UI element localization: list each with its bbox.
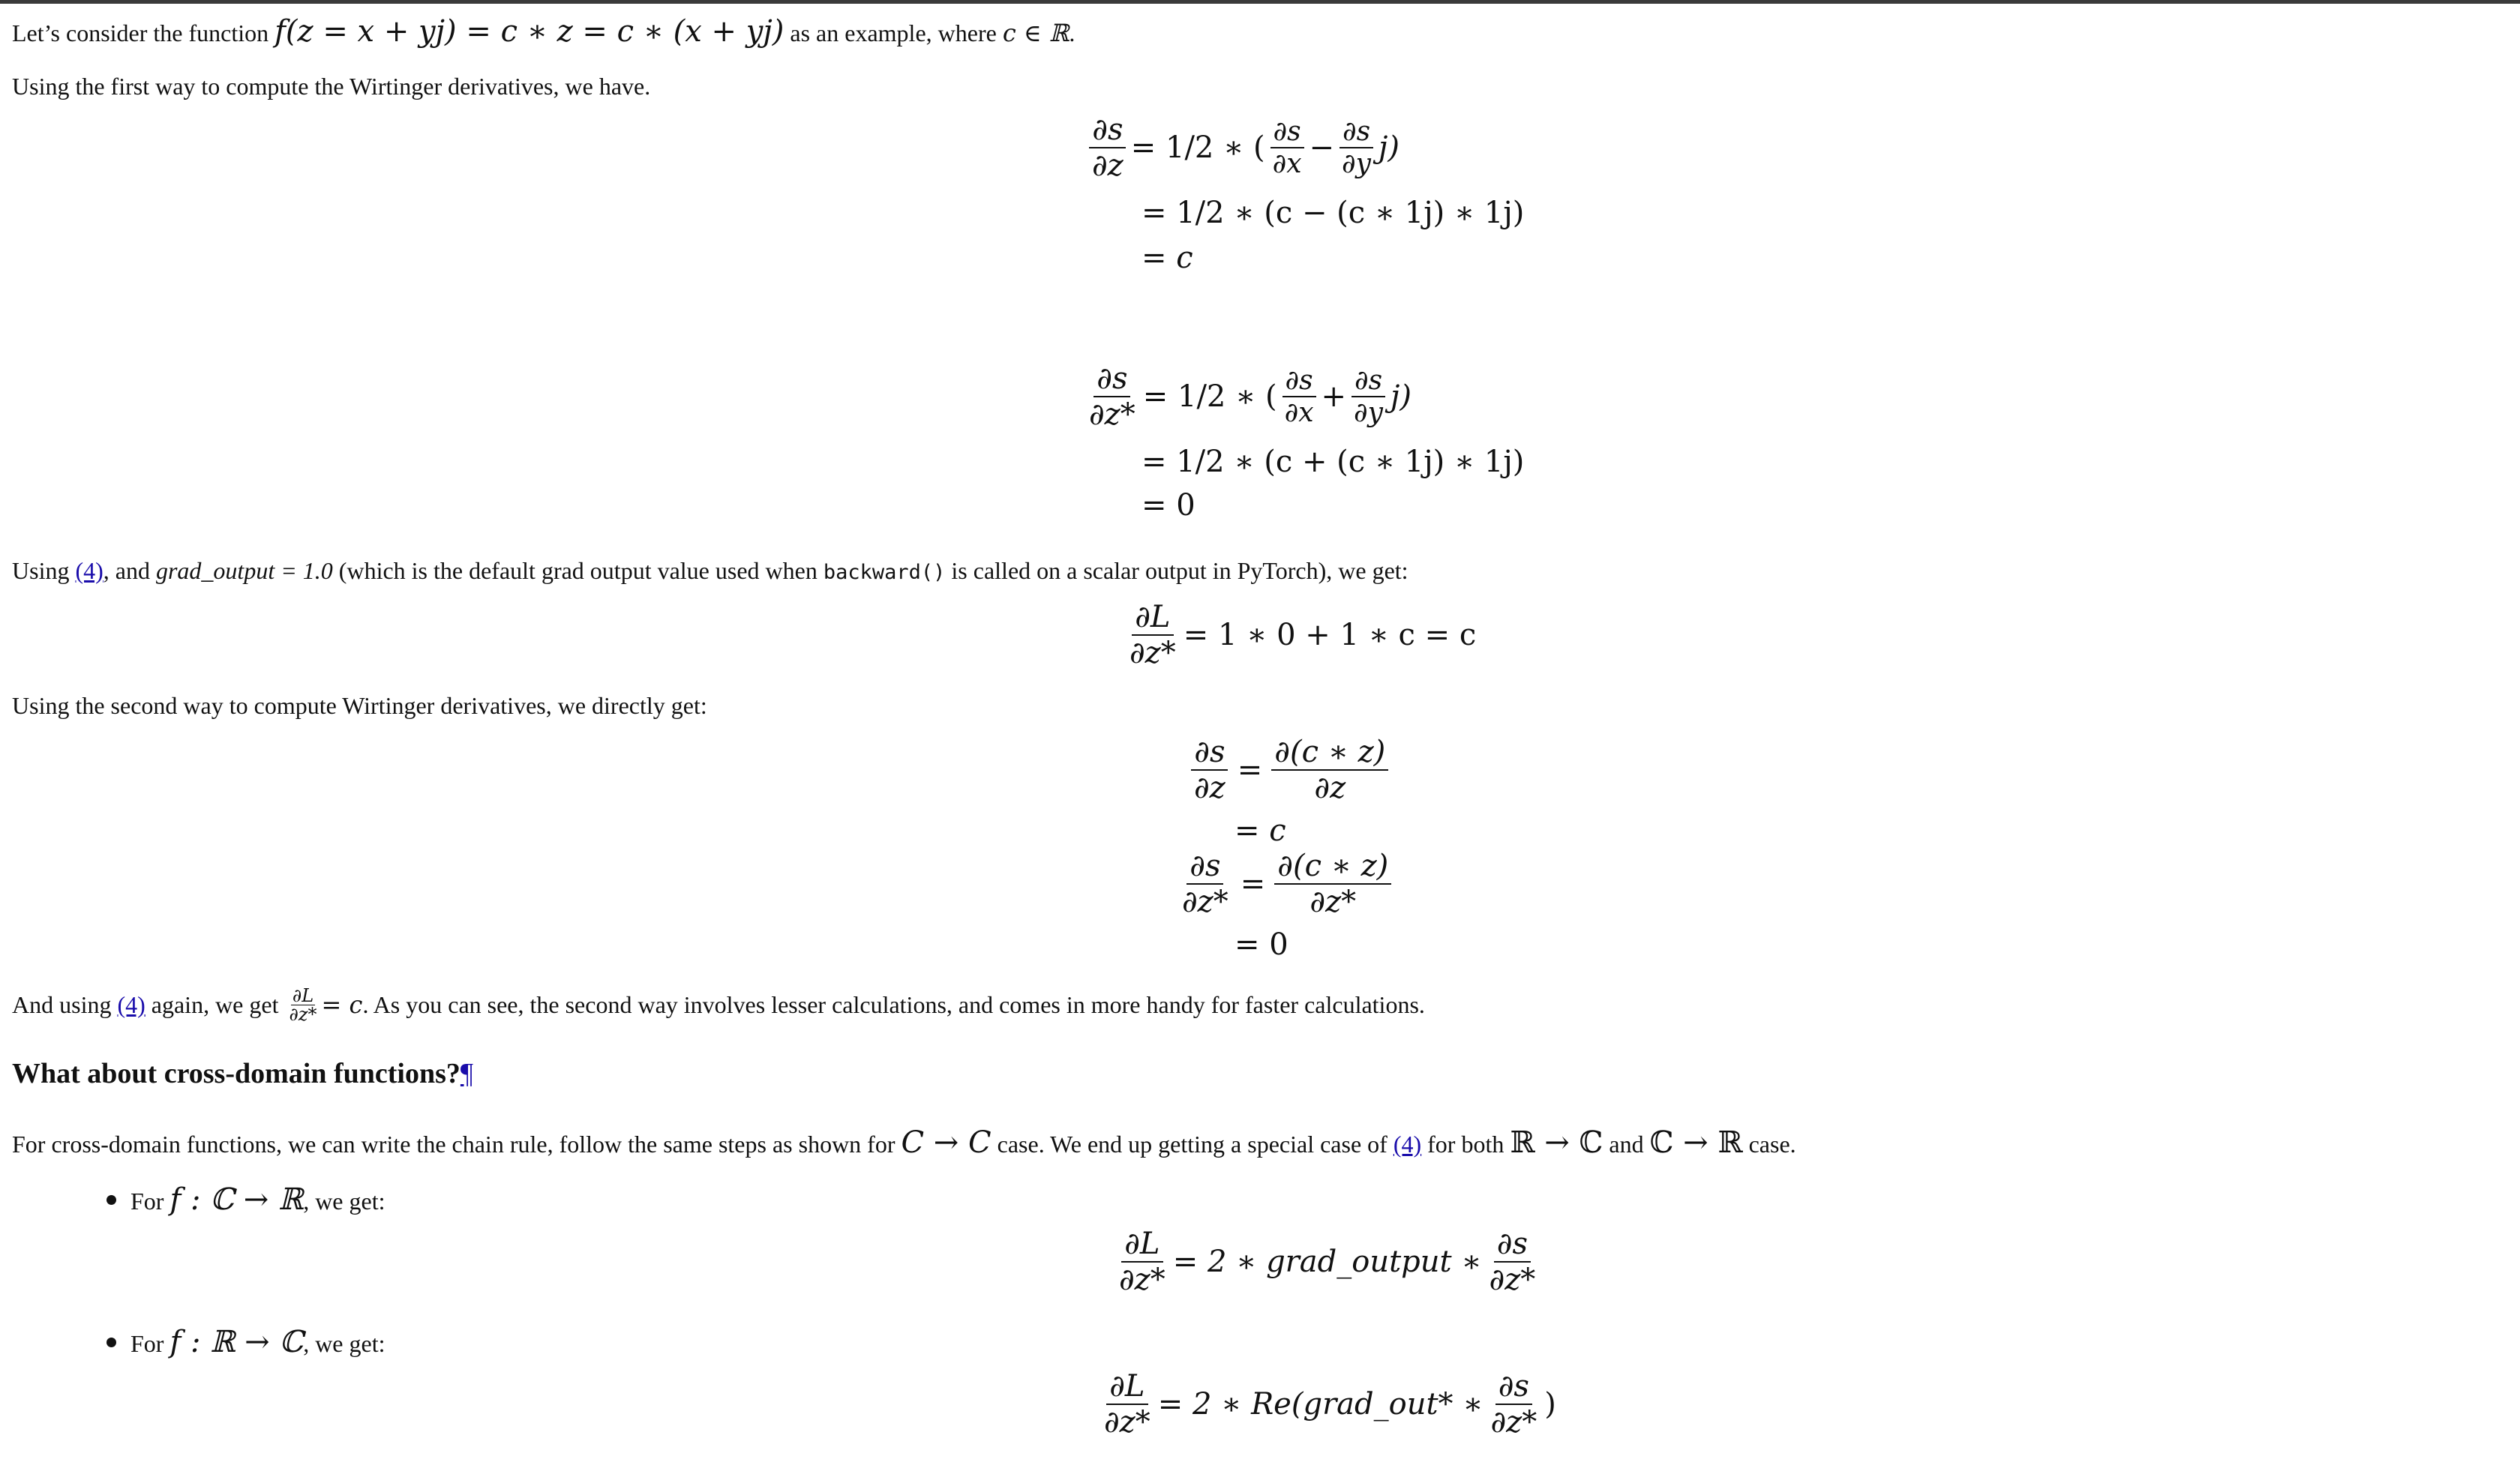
grad-output-math: grad_output = 1.0 — [155, 557, 333, 584]
cross-domain-paragraph: For cross-domain functions, we can write the chain rule, follow the same steps as shown for C → C case. We end up getting a special case of (4) for both ℝ → ℂ and ℂ → ℝ case. — [12, 1125, 1796, 1160]
section-heading: What about cross-domain functions?¶ — [12, 1058, 474, 1089]
backward-code: backward() — [823, 561, 946, 584]
equation-dl-dzstar-result: $\frac{\partial L}{\partial z*}$ = 1 ∗ 0 + 1 ∗ c = c — [1130, 600, 1477, 670]
equation-row: = 0 — [1142, 488, 1196, 523]
equation-row: = c — [1234, 813, 1286, 848]
window-top-border — [0, 0, 2520, 4]
equation-4-link[interactable]: (4) — [1393, 1131, 1422, 1158]
heading-anchor-link[interactable]: ¶ — [460, 1058, 474, 1089]
intro-paragraph — [12, 13, 1075, 49]
using-4-paragraph: Using (4), and grad_output = 1.0 (which is the default grad output value used when backward() is called on a scalar output in PyTorch), we get: — [12, 557, 1408, 584]
list-item: For f : ℂ → ℝ, we get: — [130, 1182, 386, 1217]
equation-row: = 1/2 ∗ (c + (c ∗ 1j) ∗ 1j) — [1142, 445, 1525, 479]
equation-row: = 1/2 ∗ (c − (c ∗ 1j) ∗ 1j) — [1142, 196, 1525, 230]
intro-lead: Let’s consider the function — [12, 19, 269, 46]
equation-4-link[interactable]: (4) — [117, 991, 146, 1019]
second-way-paragraph: Using the second way to compute Wirtinger derivatives, we directly get: — [12, 692, 707, 719]
equation-4-link[interactable]: (4) — [75, 557, 104, 584]
intro-end: . — [1069, 19, 1076, 46]
bullet-dot — [106, 1195, 116, 1205]
equation-c-to-r: $\frac{\partial L}{\partial z*}$ = 2 ∗ grad_output ∗ $\frac{\partial s}{\partial z*}$ — [1119, 1227, 1536, 1297]
intro-condition-math: c ∈ ℝ — [1002, 19, 1070, 47]
list-item: For f : ℝ → ℂ, we get: — [130, 1325, 386, 1359]
equation-row: = 0 — [1234, 927, 1288, 962]
intro-mid: as an example, where — [790, 19, 997, 46]
again-paragraph: And using (4) again, we get $\frac{\partial L}{\partial z*}$ = c . As you can see, the second way involves lesser calculations, and comes in more handy for faster calculations. — [12, 985, 1425, 1025]
bullet-dot — [106, 1338, 116, 1347]
intro-function-math: f(z = x + yj) = c ∗ z = c ∗ (x + yj) — [274, 14, 784, 49]
first-way-paragraph: Using the first way to compute the Wirtinger derivatives, we have. — [12, 73, 651, 100]
fraction-ds-dz: $\frac{\partial s}{\partial z}$ — [1089, 112, 1126, 183]
equation-r-to-c: $\frac{\partial L}{\partial z*}$ = 2 ∗ Re(grad_out* ∗ $\frac{\partial s}{\partial z*}$ ) — [1104, 1369, 1556, 1440]
equation-row: = c — [1142, 241, 1193, 275]
